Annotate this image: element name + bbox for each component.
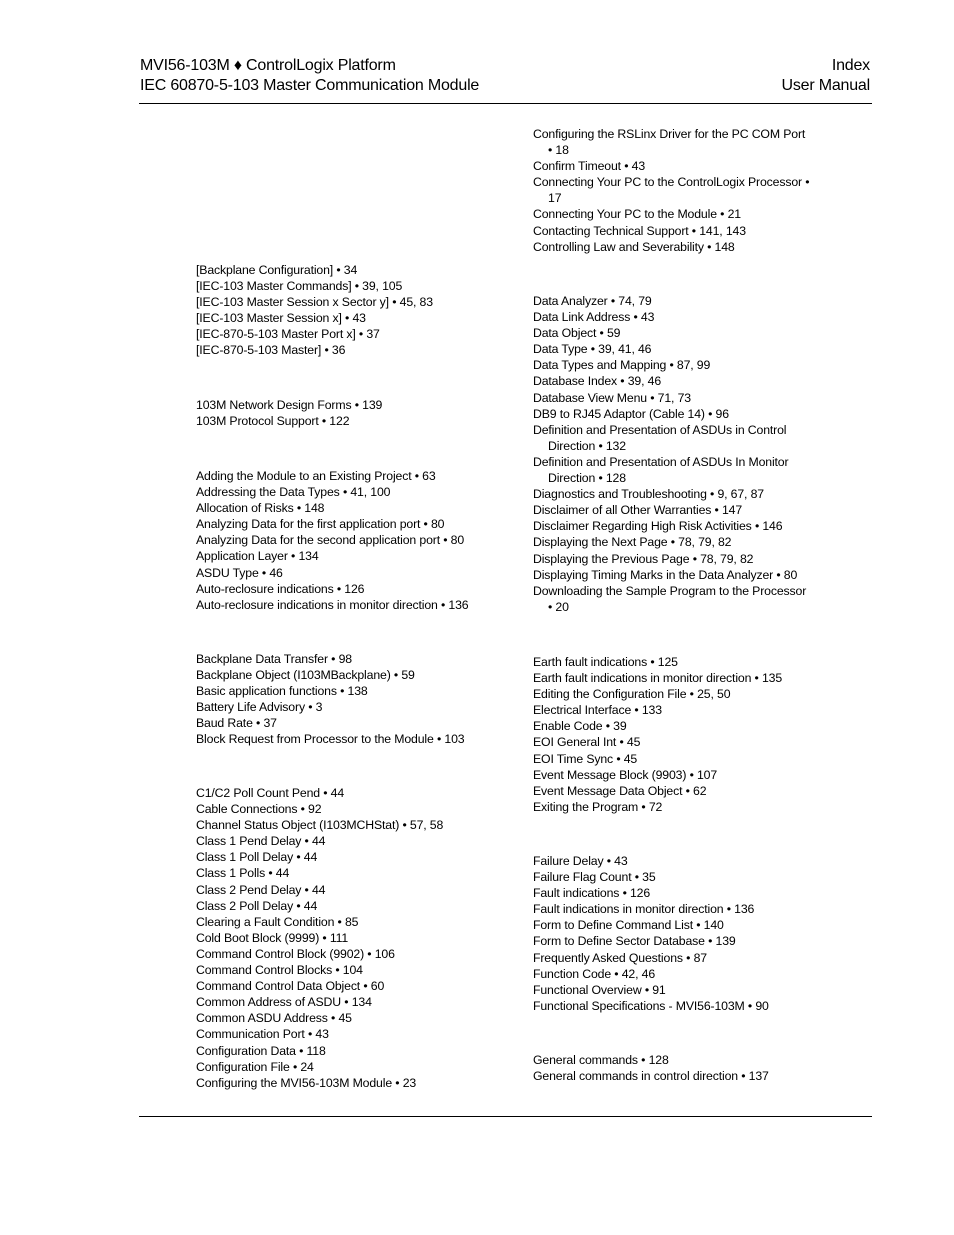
index-entry: EOI Time Sync • 45 [533, 751, 638, 766]
index-entry: Command Control Data Object • 60 [196, 979, 385, 994]
index-entry: Configuration Data • 118 [196, 1043, 326, 1058]
index-entry: Class 1 Poll Delay • 44 [196, 850, 318, 865]
document-name: User Manual [781, 76, 870, 94]
index-entry: Failure Flag Count • 35 [533, 870, 656, 885]
index-entry: Application Layer • 134 [196, 549, 319, 564]
index-entry: Disclaimer Regarding High Risk Activities • 146 [533, 519, 783, 534]
index-entry: Contacting Technical Support • 141, 143 [533, 223, 746, 238]
index-entry: Allocation of Risks • 148 [196, 501, 325, 516]
index-entry: Class 2 Pend Delay • 44 [196, 882, 326, 897]
index-entry: [IEC-870-5-103 Master Port x] • 37 [196, 327, 380, 342]
index-entry: General commands • 128 [533, 1053, 669, 1067]
index-entry: Definition and Presentation of ASDUs in Control Direction • 132 [533, 422, 787, 453]
running-header-left [140, 56, 479, 95]
index-entry: Command Control Block (9902) • 106 [196, 946, 395, 961]
index-entry: Connecting Your PC to the ControlLogix Processor • 17 [533, 175, 810, 206]
index-entry: Enable Code • 39 [533, 719, 627, 734]
index-entry: Fault indications • 126 [533, 886, 651, 901]
index-entry: Database Index • 39, 46 [533, 374, 662, 389]
index-entry: Exiting the Program • 72 [533, 799, 663, 814]
index-entry: [Backplane Configuration] • 34 [196, 263, 358, 277]
index-entry: Data Object • 59 [533, 326, 621, 341]
index-entry: Class 1 Polls • 44 [196, 866, 290, 881]
index-letter-group [196, 785, 443, 1091]
index-letter-group [196, 468, 469, 613]
index-entry: Downloading the Sample Program to the Processor • 20 [533, 583, 807, 614]
index-entry: Data Analyzer • 74, 79 [533, 294, 652, 308]
index-entry: [IEC-103 Master Commands] • 39, 105 [196, 279, 403, 294]
index-entry: Disclaimer of all Other Warranties • 147 [533, 503, 743, 518]
index-letter-group [533, 126, 811, 255]
index-entry: 103M Protocol Support • 122 [196, 414, 350, 429]
product-title: MVI56-103M ♦ ControlLogix Platform [140, 57, 396, 74]
index-letter-group [533, 293, 811, 615]
index-letter-group [196, 397, 382, 429]
section-name: Index [831, 57, 870, 74]
index-entry: [IEC-870-5-103 Master] • 36 [196, 343, 346, 358]
index-entry: Frequently Asked Questions • 87 [533, 950, 707, 965]
index-entry: Baud Rate • 37 [196, 716, 277, 731]
index-entry: Displaying the Previous Page • 78, 79, 82 [533, 551, 754, 566]
index-letter-group [533, 654, 782, 815]
index-entry: Data Link Address • 43 [533, 310, 655, 325]
index-entry: Connecting Your PC to the Module • 21 [533, 207, 741, 222]
index-entry: Command Control Blocks • 104 [196, 963, 363, 978]
index-entry: Backplane Data Transfer • 98 [196, 652, 352, 666]
index-entry: Cold Boot Block (9999) • 111 [196, 930, 349, 945]
index-entry: Battery Life Advisory • 3 [196, 700, 323, 715]
index-entry: Functional Overview • 91 [533, 982, 666, 997]
index-entry: Displaying Timing Marks in the Data Analyzer • 80 [533, 567, 798, 582]
index-entry: Analyzing Data for the second application port • 80 [196, 533, 465, 548]
index-entry: Auto-reclosure indications • 126 [196, 581, 365, 596]
index-entry: Configuring the RSLinx Driver for the PC COM Port • 18 [533, 127, 806, 158]
index-entry: Auto-reclosure indications in monitor direction • 136 [196, 597, 469, 612]
index-entry: C1/C2 Poll Count Pend • 44 [196, 786, 345, 800]
index-entry: Configuration File • 24 [196, 1059, 314, 1074]
index-entry: Definition and Presentation of ASDUs In Monitor Direction • 128 [533, 454, 789, 486]
index-entry: Failure Delay • 43 [533, 854, 628, 868]
index-entry: Configuring the MVI56-103M Module • 23 [196, 1075, 417, 1090]
index-entry: Basic application functions • 138 [196, 684, 368, 699]
index-entry: Adding the Module to an Existing Project • 63 [196, 469, 436, 483]
index-letter-group [196, 651, 464, 748]
index-entry: [IEC-103 Master Session x Sector y] • 45, 83 [196, 295, 433, 310]
index-letter-group [533, 1052, 769, 1084]
index-entry: ASDU Type • 46 [196, 565, 283, 580]
running-header-right [781, 56, 870, 95]
index-entry: Diagnostics and Troubleshooting • 9, 67, 87 [533, 487, 764, 502]
index-entry: Channel Status Object (I103MCHStat) • 57, 58 [196, 818, 444, 833]
index-entry: Analyzing Data for the first application port • 80 [196, 517, 445, 532]
header-rule [139, 103, 872, 104]
index-entry: Event Message Block (9903) • 107 [533, 767, 718, 782]
index-entry: EOI General Int • 45 [533, 735, 641, 750]
index-entry: Data Types and Mapping • 87, 99 [533, 358, 711, 373]
index-entry: General commands in control direction • 137 [533, 1069, 769, 1084]
index-entry: Data Type • 39, 41, 46 [533, 342, 652, 357]
index-entry: Earth fault indications • 125 [533, 655, 678, 669]
index-entry: Editing the Configuration File • 25, 50 [533, 687, 731, 702]
index-entry: Functional Specifications - MVI56-103M • 90 [533, 998, 769, 1013]
index-entry: Event Message Data Object • 62 [533, 783, 707, 798]
index-entry: Communication Port • 43 [196, 1027, 329, 1042]
index-entry: Common ASDU Address • 45 [196, 1011, 352, 1026]
index-entry: Form to Define Command List • 140 [533, 918, 724, 933]
index-entry: Form to Define Sector Database • 139 [533, 934, 736, 949]
index-entry: Cable Connections • 92 [196, 802, 322, 817]
index-entry: Electrical Interface • 133 [533, 703, 662, 718]
index-entry: Function Code • 42, 46 [533, 966, 656, 981]
index-entry: Backplane Object (I103MBackplane) • 59 [196, 668, 415, 683]
footer-rule [139, 1116, 872, 1117]
index-entry: 103M Network Design Forms • 139 [196, 398, 383, 412]
index-entry: Confirm Timeout • 43 [533, 159, 646, 174]
index-entry: DB9 to RJ45 Adaptor (Cable 14) • 96 [533, 406, 729, 421]
index-letter-group [196, 262, 433, 359]
index-entry: [IEC-103 Master Session x] • 43 [196, 311, 366, 326]
index-entry: Class 1 Pend Delay • 44 [196, 834, 326, 849]
index-entry: Controlling Law and Severability • 148 [533, 239, 735, 254]
index-entry: Database View Menu • 71, 73 [533, 390, 691, 405]
index-entry: Displaying the Next Page • 78, 79, 82 [533, 535, 732, 550]
product-subtitle: IEC 60870-5-103 Master Communication Module [140, 76, 480, 94]
index-entry: Earth fault indications in monitor direction • 135 [533, 671, 783, 686]
index-entry: Block Request from Processor to the Module • 103 [196, 732, 465, 747]
index-entry: Common Address of ASDU • 134 [196, 995, 372, 1010]
index-entry: Class 2 Poll Delay • 44 [196, 898, 318, 913]
index-entry: Clearing a Fault Condition • 85 [196, 914, 359, 929]
index-letter-group [533, 853, 769, 1014]
index-entry: Fault indications in monitor direction • 136 [533, 902, 755, 917]
index-entry: Addressing the Data Types • 41, 100 [196, 485, 391, 500]
